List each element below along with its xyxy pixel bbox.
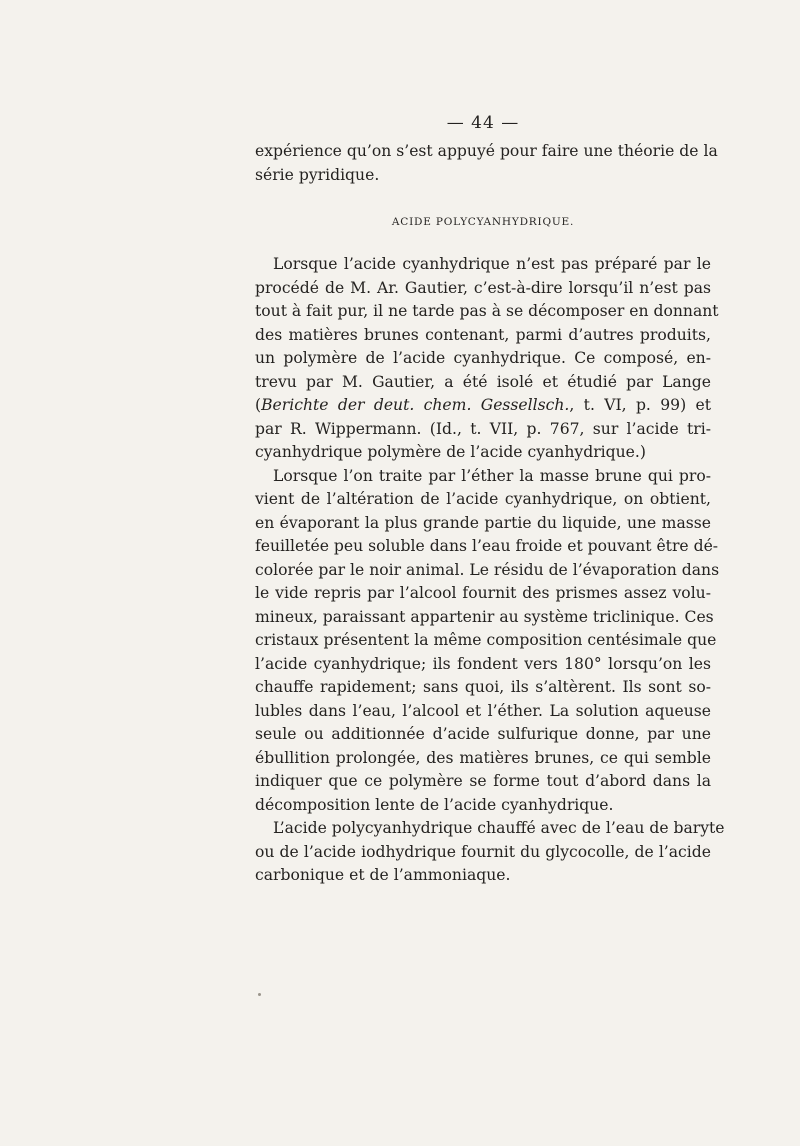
text-line: procédé de M. Ar. Gautier, c’est-à-dire lorsqu’il n’est pas (255, 278, 711, 297)
text-line: cyanhydrique polymère de l’acide cyanhydrique.) (255, 443, 646, 461)
page-number: — 44 — (446, 113, 520, 133)
text-line: mineux, paraissant appartenir au système triclinique. Ces (255, 607, 714, 626)
text-line: tout à fait pur, il ne tarde pas à se décomposer en donnant (255, 302, 719, 320)
text-line: carbonique et de l’ammoniaque. (255, 866, 511, 884)
citation-close: , t. VI, p. 99) et (569, 396, 711, 414)
journal-title: Berichte der deut. chem. Gessellsch. (261, 396, 570, 414)
page-body (255, 113, 725, 888)
ink-spot (258, 993, 261, 996)
text-line: des matières brunes contenant, parmi d’autres produits, (255, 325, 711, 344)
paragraph-polycyanhydric-acid (255, 817, 725, 888)
text-line: Lorsque l’acide cyanhydrique n’est pas préparé par le (273, 255, 711, 273)
text-line: décomposition lente de l’acide cyanhydrique. (255, 795, 614, 814)
paragraph-lorsque-preparation (255, 253, 719, 465)
intro-paragraph (255, 140, 718, 187)
text-line: en évaporant la plus grande partie du liquide, une masse (255, 513, 711, 532)
text-line: par R. Wippermann. (Id., t. VII, p. 767, sur l’acide tri- (255, 419, 711, 438)
text-line: seule ou additionnée d’acide sulfurique donne, par une (255, 725, 711, 743)
text-line: expérience qu’on s’est appuyé pour faire une théorie de la (255, 142, 718, 160)
text-line: l’acide cyanhydrique; ils fondent vers 180° lorsqu’on les (255, 654, 711, 673)
citation-line (255, 394, 711, 418)
text-line: ébullition prolongée, des matières brunes, ce qui semble (255, 748, 711, 767)
text-line: vient de l’altération de l’acide cyanhydrique, on obtient, (255, 490, 711, 508)
section-heading: ACIDE POLYCYANHYDRIQUE. (391, 216, 575, 228)
text-line: feuilletée peu soluble dans l’eau froide et pouvant être dé- (255, 537, 719, 555)
text-line: L’acide polycyanhydrique chauffé avec de l’eau de baryte (273, 819, 725, 837)
text-line: série pyridique. (255, 165, 380, 184)
text-line: chauffe rapidement; sans quoi, ils s’altèrent. Ils sont so- (255, 678, 711, 696)
text-line: Lorsque l’on traite par l’éther la masse brune qui pro- (273, 466, 711, 485)
text-line: lubles dans l’eau, l’alcool et l’éther. La solution aqueuse (255, 701, 711, 720)
text-line: colorée par le noir animal. Le résidu de l’évaporation dans (255, 560, 720, 579)
text-line: indiquer que ce polymère se forme tout d’abord dans la (255, 772, 711, 790)
text-line: le vide repris par l’alcool fournit des prismes assez volu- (255, 584, 711, 602)
text-line: un polymère de l’acide cyanhydrique. Ce composé, en- (255, 349, 711, 367)
text-line: trevu par M. Gautier, a été isolé et étudié par Lange (255, 372, 711, 391)
text-line: ou de l’acide iodhydrique fournit du glycocolle, de l’acide (255, 842, 711, 861)
text-line: cristaux présentent la même composition centésimale que (255, 631, 717, 649)
citation-open: ( (255, 396, 262, 414)
paragraph-ether-treatment (255, 465, 720, 818)
